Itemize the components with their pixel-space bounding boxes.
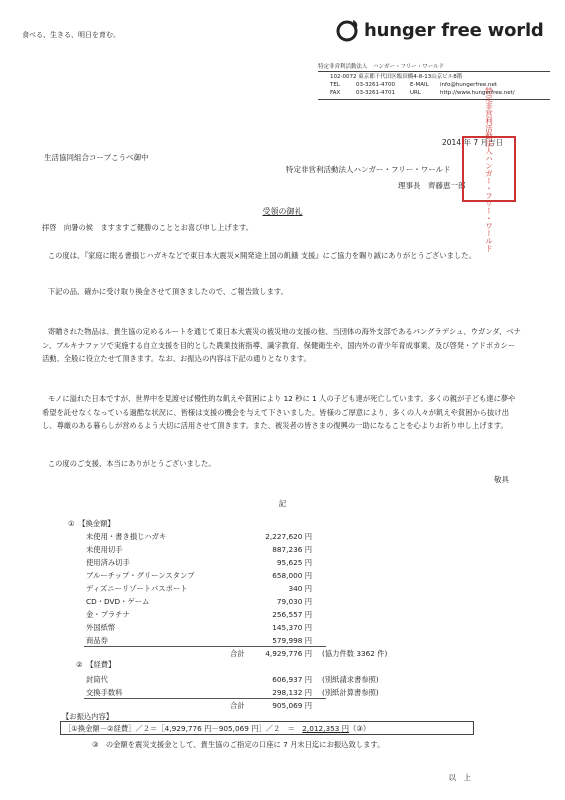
url-label: URL [410,90,421,96]
letter-date: 2014 年 7 月吉日 [441,138,503,147]
transfer-details-label: 【お振込内容】 [62,712,114,721]
expense-total-label: 合計 [230,701,245,710]
logo-text: hunger free world [364,20,544,41]
tagline: 食べる、生きる、明日を育む。 [22,31,120,39]
expense-amount: 606,937 円 [272,675,312,684]
item-label: 未使用切手 [86,545,123,554]
item-label: 外国紙幣 [86,623,116,632]
usage-paragraph: 寄贈された物品は、貴生協の定めるルートを通じて東日本大震災の被災地の支援の他、当団体の海外支部であるバングラデシュ、ウガンダ、ベナン、ブルキナファソで実施する自立支援を目的とした農業技術指導、識字教育、保健衛生や、国内外の青少年育成事業、及び啓発・アドボカシー活動、全般に役立たせて頂きます。なお、お振込の内容は下記の通りとなります。 [42,327,521,364]
item-amount: 887,236 円 [272,545,312,554]
expense-label: 封筒代 [86,675,108,684]
thanks-paragraph: この度は、『家庭に眠る書損じハガキなどで東日本大震災×開発途上国の飢餓 支援』にご協力を賜り誠にありがとうございました。 [47,251,476,260]
item-label: 商品券 [86,636,108,645]
recipient: 生活協同組合コープこうべ御中 [44,153,149,162]
appeal-paragraph: モノに溢れた日本ですが、世界中を見渡せば慢性的な飢えや貧困により 12 秒に 1 人の子ども達が死亡しています。多くの親が子ども達に夢や希望を託せなくなっている過酷な状況に、皆様は支援の機会を与えて下さいました。皆様のご厚意により、多くの人々が飢えや貧困から抜け出し、尊厳のある暮らしが営めるよう大切に活用させて頂きます。また、被災者の皆さまの復興の一助になることを心よりお祈り申し上げます。 [42,394,516,431]
greeting-paragraph: 拝啓 向暑の候 ますますご健勝のこととお喜び申し上げます。 [42,223,254,232]
item-label: ディズニーリゾートパスポート [86,584,188,593]
item-amount: 658,000 円 [272,571,312,580]
item-amount: 2,227,620 円 [265,532,312,541]
item-amount: 95,625 円 [276,558,312,567]
expense-note: (別紙計算書参照) [322,688,379,697]
fax-label: FAX [330,90,341,96]
report-paragraph: 下記の品、確かに受け取り換金させて頂きましたので、ご報告致します。 [47,287,288,296]
expense-total-amount: 905,069 円 [272,701,312,710]
sender-organization: 特定非営利活動法人ハンガー・フリー・ワールド [286,165,451,174]
expense-total-rule [84,698,326,699]
item-label: CD・DVD・ゲーム [86,597,150,606]
item-amount: 79,030 円 [276,597,312,606]
org-name-small: 特定非営利活動法人 ハンガー・フリー・ワールド [318,64,445,70]
item-amount: 256,557 円 [272,610,312,619]
item-label: 使用済み切手 [86,558,130,567]
expense-note: (別紙請求書参照) [322,675,379,684]
item-amount: 579,998 円 [272,636,312,645]
closing-word: 敬具 [494,475,509,484]
total-rule [84,646,326,647]
transfer-formula [64,724,370,734]
email-address: info@hungerfree.net [440,82,498,88]
letterhead-divider-bottom [318,99,550,100]
expense-label: 交換手数料 [86,688,123,697]
item-amount: 340 円 [288,584,312,593]
formula-expression: ［①換金額－②経費］／２＝［4,929,776 円－905,069 円］／２ ＝ [64,724,303,733]
letter-title-text: 受領の御礼 [262,207,303,216]
item-label: 未使用・書き損じハガキ [86,532,167,541]
expense-amount: 298,132 円 [272,688,312,697]
formula-marker: （③） [349,724,371,733]
fax-number: 03-3261-4701 [356,90,395,96]
signer: 理事長 齊藤恵一郎 [398,181,466,190]
letter-title [0,206,565,217]
formula-result: 2,012,353 円 [302,724,350,733]
tel-number: 03-3261-4700 [356,82,395,88]
email-label: E-MAIL [410,82,429,88]
item-label: ブルーチップ・グリーンスタンプ [86,571,195,580]
hunger-free-world-logo-icon [336,18,360,42]
total-amount: 4,929,776 円 [265,649,312,658]
item-amount: 145,370 円 [272,623,312,632]
ki-heading: 記 [278,499,287,508]
section-exchange-amount-label: ① 【換金額】 [68,519,115,528]
item-label: 金・プラチナ [86,610,130,619]
seal-text: 特定非営利活動法人ハンガー・フリー・ワールド [484,86,494,252]
tel-label: TEL [330,82,340,88]
letterhead-divider [318,71,550,72]
transfer-note: ③ の金額を震災支援金として、貴生協のご指定の口座に 7 月末日迄にお振込致します。 [92,740,385,749]
closing-thanks-paragraph: この度のご支援、本当にありがとうございました。 [47,459,216,468]
end-mark: 以 上 [448,773,471,782]
cooperation-count: (協力件数 3362 件) [322,649,388,658]
total-label: 合計 [230,649,245,658]
section-expenses-label: ② 【経費】 [76,660,116,669]
address: 102-0072 東京都千代田区飯田橋4-8-13山京ビル8階 [330,74,463,80]
website-url: http://www.hungerfree.net/ [440,90,515,96]
